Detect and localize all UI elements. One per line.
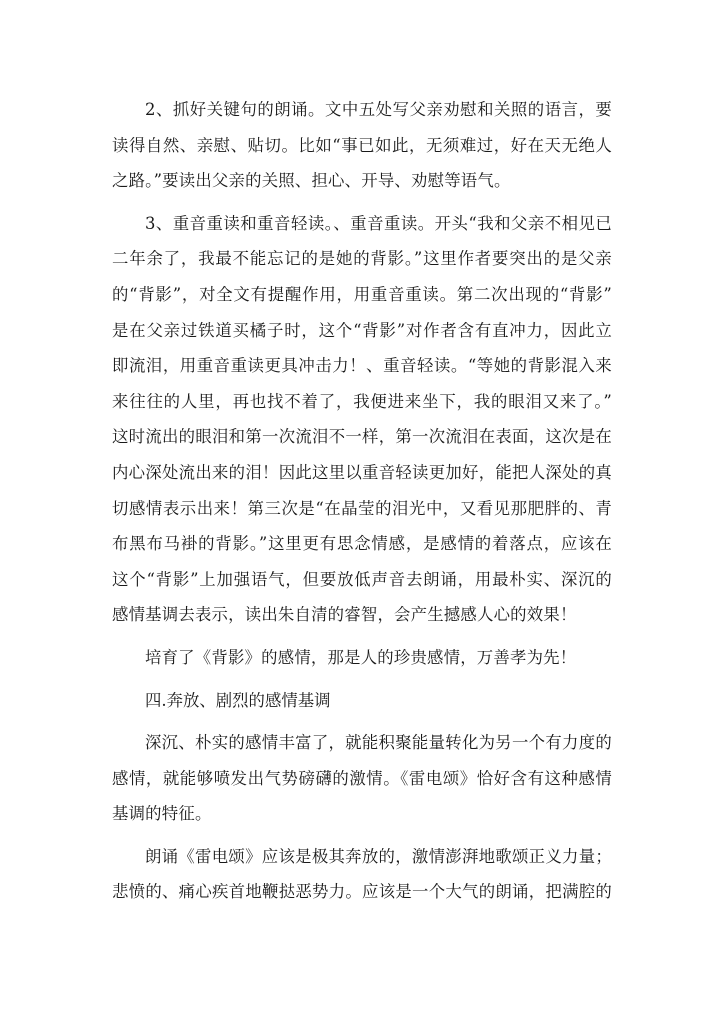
- paragraph-thunder-ode: [112, 839, 612, 910]
- text-line: 2、抓好关键句的朗诵。文中五处写父亲劝慰和关照的语言，要: [145, 100, 612, 119]
- text-line: 之路。”要读出父亲的关照、担心、开导、劝慰等语气。: [112, 171, 511, 191]
- text-line: 悲愤的、痛心疾首地鞭挞恶势力。应该是一个大气的朗诵，把满腔的: [112, 882, 612, 902]
- text-line: 这个“背影”上加强语气，但要放低声音去朗诵，用最朴实、深沉的: [112, 569, 612, 589]
- text-line: 内心深处流出来的泪！因此这里以重音轻读更加好，能把人深处的真: [112, 462, 612, 482]
- paragraph-key-sentences: [112, 92, 612, 199]
- text-line: 读得自然、亲慰、贴切。比如“事已如此，无须难过，好在天无绝人: [112, 135, 612, 155]
- text-line: 深沉、朴实的感情丰富了，就能积聚能量转化为另一个有力度的: [145, 733, 612, 753]
- heading-text: 四.奔放、剧烈的感情基调: [145, 690, 331, 710]
- text-line: 二年余了，我最不能忘记的是她的背影。”这里作者要突出的是父亲: [112, 249, 612, 269]
- text-line: 是在父亲过铁道买橘子时，这个“背影”对作者含有直冲力，因此立: [112, 320, 612, 340]
- document-page: [112, 92, 612, 917]
- text-line: 感情，就能够喷发出气势磅礴的激情。《雷电颂》恰好含有这种感情: [112, 768, 612, 788]
- text-line: 布黑布马褂的背影。”这里更有思念情感，是感情的着落点，应该在: [112, 534, 612, 554]
- paragraph-stress-reading: [112, 206, 612, 633]
- text-line: 基调的特征。: [112, 804, 212, 824]
- text-line: 朗诵《雷电颂》应该是极其奔放的，激情澎湃地歌颂正义力量；: [145, 846, 612, 866]
- text-line: 切感情表示出来！第三次是“在晶莹的泪光中，又看见那肥胖的、青: [112, 498, 612, 518]
- text-line: 的“背影”，对全文有提醒作用，用重音重读。第二次出现的“背影”: [112, 284, 612, 304]
- text-line: 感情基调去表示，读出朱自清的睿智，会产生撼感人心的效果！: [112, 605, 577, 625]
- text-line: 3、重音重读和重音轻读。、重音重读。开头“我和父亲不相见已: [145, 213, 612, 233]
- text-line: 培育了《背影》的感情，那是人的珍贵感情，万善孝为先！: [145, 647, 577, 667]
- text-line: 这时流出的眼泪和第一次流泪不一样，第一次流泪在表面，这次是在: [112, 427, 612, 447]
- text-line: 即流泪，用重音重读更具冲击力！、重音轻读。“等她的背影混入来: [112, 356, 612, 376]
- section-heading: [112, 683, 612, 719]
- paragraph-cultivate-feeling: [112, 640, 612, 676]
- paragraph-deep-emotion: [112, 725, 612, 832]
- text-line: 来往往的人里，再也找不着了，我便进来坐下，我的眼泪又来了。”: [112, 391, 612, 411]
